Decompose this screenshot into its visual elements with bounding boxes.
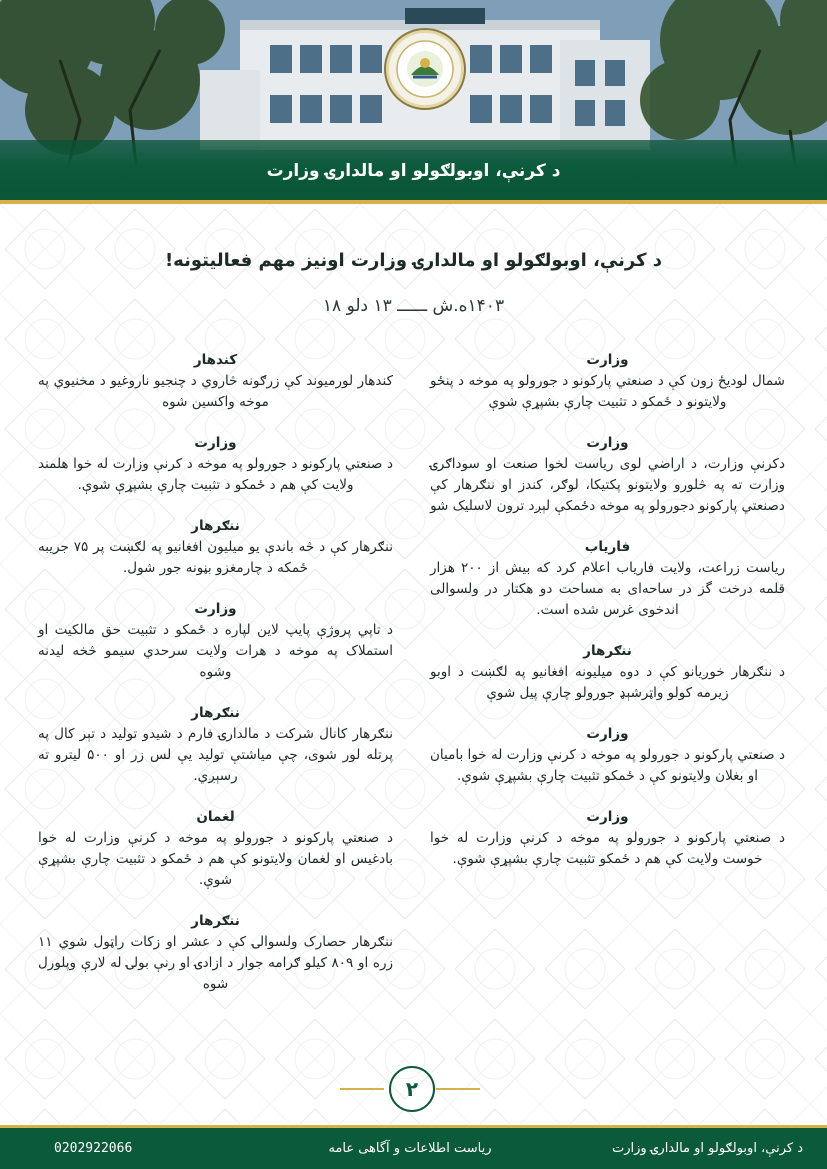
- news-item-heading: لغمان: [196, 809, 235, 825]
- news-item-heading: وزارت: [194, 601, 237, 617]
- news-item-heading: وزارت: [586, 352, 629, 368]
- news-item: [38, 705, 393, 787]
- news-item-heading: ننګرهار: [583, 643, 632, 659]
- footer-ministry: د کرنې، اوبولګولو او مالدارۍ وزارت: [611, 1141, 803, 1156]
- page-number-rule-right: [436, 1088, 480, 1090]
- news-item: [430, 352, 785, 413]
- news-item-heading: فاریاب: [584, 539, 631, 555]
- page-number: ۲: [389, 1066, 435, 1112]
- news-item-heading: ننګرهار: [191, 518, 240, 534]
- news-item-body: ننګرهار کې د څه باندې یو میلیون افغانیو په لګښت پر ۷۵ جریبه ځمکه د چارمغزو بڼونه جور شول.: [38, 539, 393, 576]
- news-column-right: [430, 352, 785, 892]
- news-item-body: د ننګرهار خوږیانو کې د دوه میلیونه افغانیو په لګښت د اوبو زیرمه کولو واټرشېډ جورولو چارې پیل شوې: [430, 664, 785, 701]
- news-item: [38, 809, 393, 891]
- news-item: [38, 913, 393, 995]
- news-item-heading: وزارت: [194, 435, 237, 451]
- news-item-body: ننګرهار کانال شرکت د مالدارۍ فارم د شیدو تولید د تېر کال په پرتله لور شوی، چې میاشتې تولید یې لس زر او ۵۰۰ لیترو ته رسېږي.: [38, 726, 393, 784]
- news-item: [430, 539, 785, 621]
- header-title: د کرنې، اوبولګولو او مالدارۍ وزارت: [266, 161, 561, 181]
- news-item-body: ننګرهار حصارک ولسوالۍ کې د عشر او زکات راټول شوي ۱۱ زره او ۸۰۹ کیلو ګرامه جوار د ازادۍ او رنې بولۍ له لارې وپلورل شوه: [38, 934, 393, 992]
- news-item-body: د صنعتي پارکونو د جورولو په موخه د کرنې وزارت له خوا بادغیس او لغمان ولایتونو کې هم د ځمکو د تثبیت چارې بشپړې شوې.: [38, 830, 393, 888]
- news-item-body: شمال لودیځ زون کې د صنعتي پارکونو د جورولو په موخه د پنځو ولایتونو د ځمکو د تثبیت چارې بشپړې شوې: [430, 373, 785, 410]
- news-column-left: [38, 352, 393, 1017]
- news-item: [38, 352, 393, 413]
- news-item: [38, 518, 393, 579]
- news-item: [430, 643, 785, 704]
- news-item: [38, 435, 393, 496]
- news-item-body: د صنعتي پارکونو د جورولو په موخه د کرنې وزارت له خوا بامیان او بغلان ولایتونو کې د ځمکو تثبیت چارې بشپړې شوې.: [430, 747, 785, 784]
- news-item: [430, 726, 785, 787]
- article-date: ۱۴۰۳ه.ش ــــــ ۱۳ دلو ۱۸: [322, 296, 505, 316]
- news-item-body: کندهار لورمیوند کې زرګونه څاروي د چنجیو ناروغیو د مخنیوي په موخه واکسین شوه: [38, 373, 393, 410]
- news-item-heading: وزارت: [586, 726, 629, 742]
- footer: [0, 1128, 827, 1169]
- news-item: [38, 601, 393, 683]
- header-banner: [0, 0, 827, 200]
- news-item-heading: ننګرهار: [191, 705, 240, 721]
- news-item-body: ریاست زراعت، ولایت فاریاب اعلام کرد که بیش از ۲۰۰ هزار قلمه درخت گز در ساحه‌ای به مساحت دو هکتار در ولسوالی اندخوی غرس شده است.: [430, 560, 785, 618]
- news-item-heading: وزارت: [586, 809, 629, 825]
- ministry-logo: [386, 30, 464, 108]
- news-item-body: د صنعتي پارکونو د جورولو په موخه د کرنې وزارت له خوا هلمند ولایت کې هم د ځمکو د تثبیت چارې بشپړې شوې.: [38, 456, 393, 493]
- page-number-rule-left: [340, 1088, 384, 1090]
- news-item: [430, 809, 785, 870]
- news-item-heading: کندهار: [193, 352, 238, 368]
- footer-phone: 0202922066: [54, 1141, 133, 1156]
- news-item-body: د تاپي پروژې پایپ لاین لپاره د ځمکو د تثبیت حق مالکیت او استملاک په موخه د هرات ولایت سرحدي سیمو څخه لیدنه وشوه: [38, 622, 393, 680]
- news-item-heading: وزارت: [586, 435, 629, 451]
- news-item: [430, 435, 785, 517]
- news-item-body: دکرنې وزارت، د اراضي لوی ریاست لخوا صنعت او سوداګرۍ وزارت ته په څلورو ولایتونو پکتیکا، لوګر، کندز او ننګرهار کې دصنعتي پارکونو دجورولو په موخه دځمکې لېږد ترون لاسلیک شو: [430, 456, 785, 514]
- news-item-heading: ننګرهار: [191, 913, 240, 929]
- article-title: د کرنې، اوبولګولو او مالدارۍ وزارت اونیز مهم فعالیتونه!: [164, 250, 663, 271]
- news-item-body: د صنعتي پارکونو د جورولو په موخه د کرنې وزارت له خوا خوست ولایت کې هم د ځمکو تثبیت چارې بشپړې شوې.: [430, 830, 785, 867]
- footer-directorate: ریاست اطلاعات و آگاهی عامه: [328, 1141, 492, 1156]
